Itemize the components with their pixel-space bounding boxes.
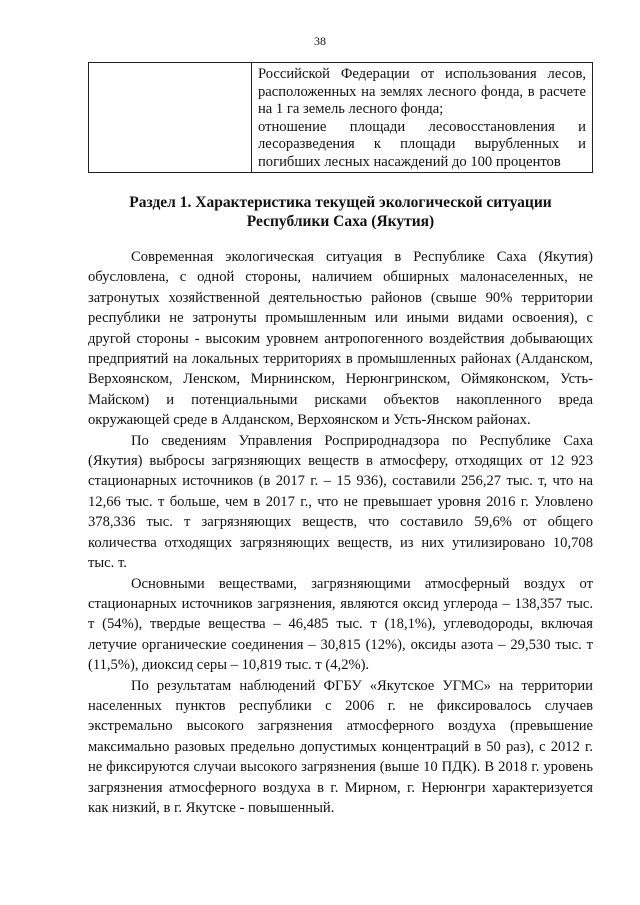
table-cell-left — [89, 63, 252, 173]
table-cell-paragraph: отношение площади лесовосстановления и лесоразведения к площади вырубленных и погибших лесных насаждений до 100 процентов — [258, 118, 586, 170]
table-cell-right — [252, 63, 593, 173]
paragraph: По сведениям Управления Росприроднадзора по Республике Саха (Якутия) выбросы загрязняющих веществ в атмосферу, отходящих от 12 923 стационарных источников (в 2017 г. – 15 936), составили 256,27 тыс. т, что на 12,66 тыс. т больше, чем в 2017 г., что не превышает уровня 2016 г. Уловлено 378,336 тыс. т загрязняющих веществ, что составило 59,6% от общего количества отходящих загрязняющих веществ, из них утилизировано 10,708 тыс. т. — [88, 432, 593, 572]
table-row — [89, 63, 593, 173]
table-cell-paragraph: Российской Федерации от использования лесов, расположенных на землях лесного фонда, в расчете на 1 га земель лесного фонда; — [258, 66, 586, 118]
paragraph: Основными веществами, загрязняющими атмосферный воздух от стационарных источников загрязнения, являются оксид углерода – 138,357 тыс. т (54%), твердые вещества – 46,485 тыс. т (18,1%), углеводороды, включая летучие органические соединения – 30,815 (12%), оксиды азота – 29,530 тыс. т (11,5%), диоксид серы – 10,819 тыс. т (4,2%). — [88, 575, 593, 674]
paragraph: По результатам наблюдений ФГБУ «Якутское УГМС» на территории населенных пунктов республики с 2006 г. не фиксировалось случаев экстремально высокого загрязнения атмосферного воздуха (превышение максимально разовых предельно допустимых концентраций в 50 раз), с 2012 г. не фиксируются случаи высокого загрязнения (выше 10 ПДК). В 2018 г. уровень загрязнения атмосферного воздуха в г. Мирном, г. Нерюнгри характеризуется как низкий, в г. Якутске - повышенный. — [88, 677, 593, 816]
continuation-table — [88, 62, 593, 173]
paragraph: Современная экологическая ситуация в Республике Саха (Якутия) обусловлена, с одной стороны, наличием обширных малонаселенных, не затронутых хозяйственной деятельностью районов (свыше 90% территории республики не затронуты промышленным или иными видами освоения), с другой стороны - высоким уровнем антропогенного воздействия добывающих предприятий на локальных территориях в промышленных районах (Алданском, Верхоянском, Ленском, Мирнинском, Нерюнгринском, Оймяконском, Усть-Майском) и потенциальными рисками объектов накопленного вреда окружающей среде в Алданском, Верхоянском и Усть-Янском районах. — [88, 249, 593, 429]
body-text — [88, 247, 593, 818]
section-heading: Раздел 1. Характеристика текущей экологической ситуации Республики Саха (Якутия) — [129, 194, 552, 230]
page-number: 38 — [314, 34, 326, 48]
